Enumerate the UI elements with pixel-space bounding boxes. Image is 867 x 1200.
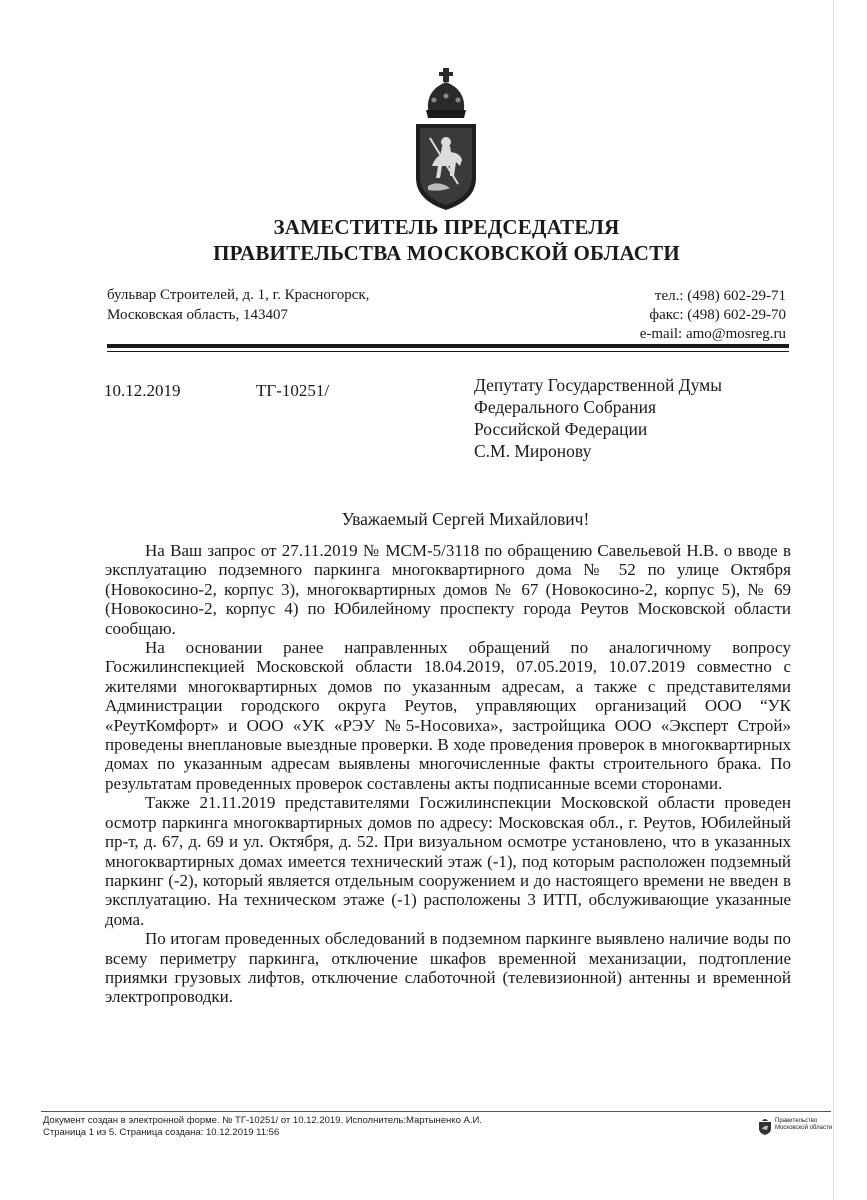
title-line-1: ЗАМЕСТИТЕЛЬ ПРЕДСЕДАТЕЛЯ bbox=[273, 215, 620, 239]
letter-body bbox=[105, 541, 791, 1007]
title-line-2: ПРАВИТЕЛЬСТВА МОСКОВСКОЙ ОБЛАСТИ bbox=[213, 241, 680, 265]
recipient-block bbox=[474, 374, 722, 462]
document-title bbox=[0, 214, 867, 266]
fax-text: факс: (498) 602-29-70 bbox=[649, 307, 786, 323]
salutation bbox=[0, 509, 867, 530]
header-divider-thin bbox=[107, 351, 789, 352]
footer-organization bbox=[775, 1118, 832, 1132]
body-paragraph-2: На основании ранее направленных обращений по аналогичному вопросу Госжилинспекцией Московской области 18.04.2019, 07.05.2019, 10.07.2019 совместно с жителями многоквартирных домов по указанным адресам, а также с представителями Администрации городского округа Реутов, управляющих организаций ООО “УК «РеутКомфорт» и ООО «УК «РЭУ №5-Носовиха», застройщика ООО «Эксперт Строй» проведены внеплановые выездные проверки. В ходе проведения проверок в многоквартирных домах по указанным адресам выявлены многочисленные факты строительного брака. По результатам проведенных проверок составлены акты подписанные всеми сторонами. bbox=[105, 638, 791, 793]
sender-contacts bbox=[640, 287, 786, 344]
salutation-text: Уважаемый Сергей Михайлович! bbox=[341, 509, 590, 529]
registration-date: 10.12.2019 bbox=[104, 381, 181, 400]
footer-org-line-2: Московской области bbox=[775, 1125, 833, 1131]
sender-address bbox=[107, 285, 369, 325]
body-paragraph-4: По итогам проведенных обследований в подземном паркинге выявлено наличие воды по всему периметру паркинга, отключение шкафов временной механизации, подтопление приямки грузовых лифтов, отключение слаботочной (телевизионной) антенны и временной электропроводки. bbox=[105, 929, 791, 1007]
recipient-line-1: Депутату Государственной Думы bbox=[474, 375, 722, 395]
registration-number: ТГ-10251/ bbox=[256, 381, 330, 400]
recipient-line-2: Федерального Собрания bbox=[474, 397, 657, 417]
phone-text: тел.: (498) 602-29-71 bbox=[654, 288, 786, 304]
recipient-line-4: С.М. Миронову bbox=[474, 441, 592, 461]
footer-info bbox=[43, 1115, 482, 1139]
government-emblem-icon bbox=[758, 1117, 772, 1135]
body-paragraph-1: На Ваш запрос от 27.11.2019 № МСМ-5/3118 по обращению Савельевой Н.В. о вводе в эксплуатацию подземного паркинга многоквартирного дома № 52 по улице Октября (Новокосино-2, корпус 3), многоквартирных домов № 67 (Новокосино-2, корпус 5), № 69 (Новокосино-2, корпус 4) по Юбилейному проспекту города Реутов Московской области сообщаю. bbox=[105, 541, 791, 638]
page-edge bbox=[833, 0, 834, 1200]
recipient-line-3: Российской Федерации bbox=[474, 419, 648, 439]
body-paragraph-3: Также 21.11.2019 представителями Госжилинспекции Московской области проведен осмотр паркинга многоквартирных домов по адресу: Московская обл., г. Реутов, Юбилейный пр-т, д. 67, д. 69 и ул. Октября, д. 52. При визуальном осмотре установлено, что в указанных многоквартирных домах имеется технический этаж (-1), под которым расположен подземный паркинг (-2), который является отдельным сооружением и до настоящего времени не введен в эксплуатацию. На техническом этаже (-1) расположены 3 ИТП, обслуживающие указанные дома. bbox=[105, 793, 791, 929]
footer-org-line-1: Правительство bbox=[775, 1118, 818, 1124]
footer-divider bbox=[41, 1111, 831, 1112]
address-line-1: бульвар Строителей, д. 1, г. Красногорск, bbox=[107, 287, 370, 303]
email-text: e-mail: amo@mosreg.ru bbox=[639, 326, 786, 342]
footer-line-2: Страница 1 из 5. Страница создана: 10.12.2019 11:56 bbox=[43, 1127, 280, 1138]
header-divider-thick bbox=[107, 344, 789, 348]
footer-line-1: Документ создан в электронной форме. № ТГ-10251/ от 10.12.2019. Исполнитель:Мартыненко А.И. bbox=[43, 1115, 482, 1126]
address-line-2: Московская область, 143407 bbox=[107, 307, 288, 323]
coat-of-arms-icon bbox=[410, 66, 482, 212]
